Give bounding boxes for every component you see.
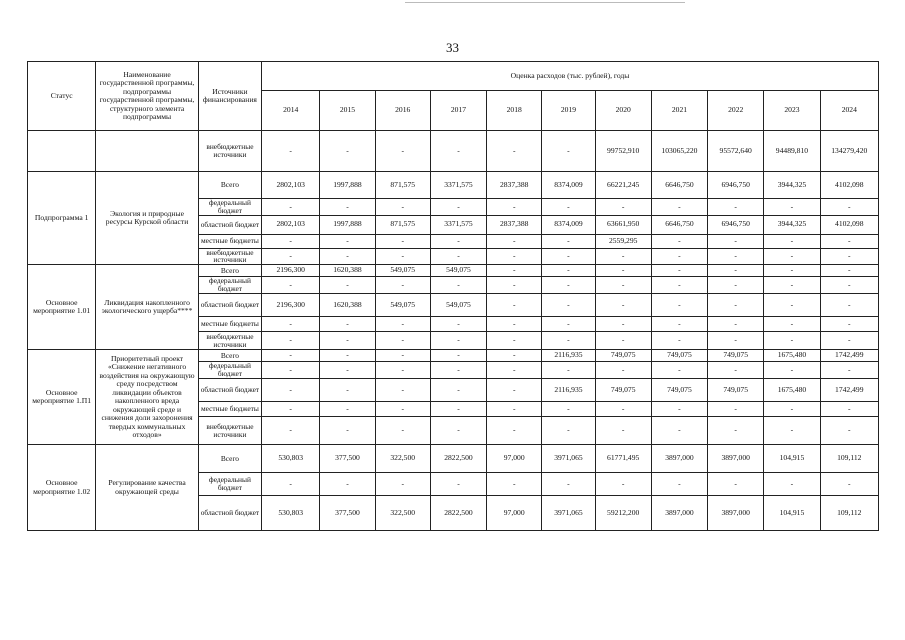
value-cell: 3897,000 — [708, 496, 764, 531]
value-cell: 6646,750 — [651, 172, 707, 199]
value-cell: 3897,000 — [651, 445, 707, 473]
value-cell: - — [487, 265, 542, 277]
value-cell: - — [262, 248, 320, 265]
value-cell: 2837,388 — [487, 172, 542, 199]
funding-source-cell: Всего — [198, 172, 261, 199]
value-cell: - — [320, 332, 375, 350]
value-cell: - — [320, 402, 375, 417]
header-year: 2023 — [764, 91, 820, 131]
value-cell: 3944,325 — [764, 215, 820, 234]
header-year: 2021 — [651, 91, 707, 131]
value-cell: - — [708, 362, 764, 379]
value-cell: - — [320, 234, 375, 248]
value-cell: - — [487, 379, 542, 402]
value-cell: - — [320, 417, 375, 445]
funding-source-cell: Всего — [198, 265, 261, 277]
value-cell: 8374,009 — [542, 172, 595, 199]
value-cell: - — [375, 332, 430, 350]
value-cell: - — [375, 131, 430, 172]
program-name-cell: Регулирование качества окружающей среды — [96, 445, 198, 531]
value-cell: - — [487, 277, 542, 294]
value-cell: - — [651, 199, 707, 216]
value-cell: 1620,388 — [320, 265, 375, 277]
value-cell: 377,500 — [320, 496, 375, 531]
value-cell: 749,075 — [595, 379, 651, 402]
value-cell: - — [542, 473, 595, 496]
funding-source-cell: областной бюджет — [198, 294, 261, 317]
funding-source-cell: областной бюджет — [198, 215, 261, 234]
value-cell: - — [764, 265, 820, 277]
value-cell: - — [651, 402, 707, 417]
value-cell: - — [708, 294, 764, 317]
funding-source-cell: Всего — [198, 350, 261, 362]
value-cell: - — [430, 332, 486, 350]
value-cell: 63661,950 — [595, 215, 651, 234]
value-cell: 94489,810 — [764, 131, 820, 172]
value-cell: 549,075 — [430, 294, 486, 317]
value-cell: 530,803 — [262, 496, 320, 531]
funding-source-cell: внебюджетные источники — [198, 131, 261, 172]
funding-source-cell: областной бюджет — [198, 496, 261, 531]
value-cell: 2837,388 — [487, 215, 542, 234]
value-cell: - — [320, 317, 375, 332]
value-cell: - — [542, 265, 595, 277]
value-cell: 749,075 — [595, 350, 651, 362]
value-cell: - — [375, 417, 430, 445]
value-cell: 66221,245 — [595, 172, 651, 199]
value-cell: 1742,499 — [820, 379, 878, 402]
value-cell: - — [375, 473, 430, 496]
value-cell: - — [375, 379, 430, 402]
value-cell: - — [487, 199, 542, 216]
value-cell: - — [764, 199, 820, 216]
value-cell: - — [542, 234, 595, 248]
value-cell: - — [595, 402, 651, 417]
header-year: 2019 — [542, 91, 595, 131]
status-cell — [28, 131, 96, 172]
value-cell: 871,575 — [375, 172, 430, 199]
table-row — [28, 131, 879, 172]
value-cell: - — [320, 277, 375, 294]
value-cell: - — [542, 317, 595, 332]
value-cell: - — [651, 265, 707, 277]
value-cell: 549,075 — [375, 265, 430, 277]
value-cell: 2802,103 — [262, 172, 320, 199]
header-year: 2014 — [262, 91, 320, 131]
value-cell: 109,112 — [820, 445, 878, 473]
header-name: Наименование государственной программы, подпрограммы государственной программы, структурного элемента подпрограммы — [96, 62, 198, 131]
value-cell: - — [651, 277, 707, 294]
value-cell: - — [542, 277, 595, 294]
value-cell: - — [708, 417, 764, 445]
value-cell: - — [487, 402, 542, 417]
value-cell: 6646,750 — [651, 215, 707, 234]
value-cell: - — [820, 265, 878, 277]
value-cell: - — [764, 248, 820, 265]
value-cell: - — [764, 277, 820, 294]
header-year: 2016 — [375, 91, 430, 131]
value-cell: - — [542, 417, 595, 445]
value-cell: - — [375, 248, 430, 265]
table-row — [28, 172, 879, 199]
value-cell: - — [487, 317, 542, 332]
value-cell: - — [820, 277, 878, 294]
value-cell: 2196,300 — [262, 294, 320, 317]
value-cell: - — [595, 199, 651, 216]
value-cell: 530,803 — [262, 445, 320, 473]
value-cell: 104,915 — [764, 445, 820, 473]
table-row — [28, 265, 879, 277]
value-cell: 1742,499 — [820, 350, 878, 362]
value-cell: - — [764, 332, 820, 350]
value-cell: - — [487, 417, 542, 445]
value-cell: 1620,388 — [320, 294, 375, 317]
value-cell: - — [820, 473, 878, 496]
value-cell: - — [262, 277, 320, 294]
value-cell: - — [820, 317, 878, 332]
top-rule — [405, 2, 685, 3]
value-cell: - — [764, 294, 820, 317]
value-cell: 8374,009 — [542, 215, 595, 234]
value-cell: - — [375, 317, 430, 332]
value-cell: - — [820, 234, 878, 248]
value-cell: - — [651, 294, 707, 317]
value-cell: - — [487, 131, 542, 172]
value-cell: - — [708, 248, 764, 265]
value-cell: - — [764, 473, 820, 496]
value-cell: - — [595, 248, 651, 265]
value-cell: 3944,325 — [764, 172, 820, 199]
page-number: 33 — [446, 40, 459, 55]
value-cell: - — [262, 379, 320, 402]
value-cell: 749,075 — [651, 379, 707, 402]
value-cell: 61771,495 — [595, 445, 651, 473]
value-cell: - — [820, 332, 878, 350]
value-cell: - — [820, 402, 878, 417]
value-cell: - — [320, 248, 375, 265]
value-cell: - — [262, 234, 320, 248]
value-cell: - — [262, 131, 320, 172]
value-cell: 2822,500 — [430, 496, 486, 531]
value-cell: - — [820, 417, 878, 445]
value-cell: - — [542, 402, 595, 417]
value-cell: - — [651, 362, 707, 379]
value-cell: - — [262, 362, 320, 379]
program-name-cell: Экология и природные ресурсы Курской области — [96, 172, 198, 265]
value-cell: - — [262, 317, 320, 332]
value-cell: - — [430, 317, 486, 332]
value-cell: 3371,575 — [430, 172, 486, 199]
value-cell: 6946,750 — [708, 215, 764, 234]
value-cell: - — [542, 294, 595, 317]
value-cell: 103065,220 — [651, 131, 707, 172]
funding-source-cell: внебюджетные источники — [198, 248, 261, 265]
funding-source-cell: федеральный бюджет — [198, 277, 261, 294]
value-cell: 322,500 — [375, 445, 430, 473]
value-cell: 97,000 — [487, 496, 542, 531]
value-cell: 1675,480 — [764, 350, 820, 362]
value-cell: - — [320, 131, 375, 172]
value-cell: - — [651, 317, 707, 332]
value-cell: - — [820, 248, 878, 265]
value-cell: - — [430, 248, 486, 265]
value-cell: - — [708, 277, 764, 294]
value-cell: - — [430, 277, 486, 294]
header-year: 2024 — [820, 91, 878, 131]
value-cell: - — [595, 362, 651, 379]
funding-source-cell: областной бюджет — [198, 379, 261, 402]
value-cell: - — [487, 362, 542, 379]
value-cell: 2116,935 — [542, 379, 595, 402]
value-cell: 749,075 — [651, 350, 707, 362]
value-cell: 4102,098 — [820, 172, 878, 199]
value-cell: - — [487, 350, 542, 362]
value-cell: - — [764, 317, 820, 332]
funding-source-cell: местные бюджеты — [198, 317, 261, 332]
value-cell: - — [375, 234, 430, 248]
value-cell: 134279,420 — [820, 131, 878, 172]
value-cell: 2822,500 — [430, 445, 486, 473]
value-cell: - — [764, 402, 820, 417]
value-cell: - — [595, 294, 651, 317]
value-cell: - — [262, 332, 320, 350]
status-cell: Основное мероприятие 1.01 — [28, 265, 96, 350]
status-cell: Основное мероприятие 1.02 — [28, 445, 96, 531]
funding-source-cell: внебюджетные источники — [198, 332, 261, 350]
value-cell: - — [375, 350, 430, 362]
value-cell: - — [375, 277, 430, 294]
value-cell: - — [820, 294, 878, 317]
value-cell: 6946,750 — [708, 172, 764, 199]
value-cell: - — [430, 473, 486, 496]
value-cell: - — [542, 131, 595, 172]
value-cell: - — [430, 379, 486, 402]
value-cell: - — [708, 265, 764, 277]
table-row — [28, 445, 879, 473]
value-cell: - — [542, 248, 595, 265]
value-cell: 3971,065 — [542, 445, 595, 473]
value-cell: 871,575 — [375, 215, 430, 234]
value-cell: - — [595, 317, 651, 332]
value-cell: 97,000 — [487, 445, 542, 473]
table-row — [28, 350, 879, 362]
program-name-cell — [96, 131, 198, 172]
value-cell: 749,075 — [708, 350, 764, 362]
funding-source-cell: внебюджетные источники — [198, 417, 261, 445]
value-cell: - — [764, 234, 820, 248]
value-cell: - — [320, 379, 375, 402]
funding-source-cell: федеральный бюджет — [198, 362, 261, 379]
value-cell: 95572,640 — [708, 131, 764, 172]
value-cell: - — [708, 332, 764, 350]
value-cell: - — [430, 417, 486, 445]
header-year: 2022 — [708, 91, 764, 131]
value-cell: 3897,000 — [651, 496, 707, 531]
value-cell: 2116,935 — [542, 350, 595, 362]
value-cell: - — [262, 199, 320, 216]
value-cell: - — [708, 234, 764, 248]
value-cell: - — [651, 234, 707, 248]
value-cell: - — [430, 131, 486, 172]
funding-source-cell: Всего — [198, 445, 261, 473]
value-cell: - — [708, 317, 764, 332]
header-year: 2017 — [430, 91, 486, 131]
value-cell: - — [820, 362, 878, 379]
value-cell: - — [375, 362, 430, 379]
value-cell: 322,500 — [375, 496, 430, 531]
value-cell: - — [651, 248, 707, 265]
value-cell: 99752,910 — [595, 131, 651, 172]
value-cell: 2802,103 — [262, 215, 320, 234]
value-cell: - — [764, 417, 820, 445]
value-cell: - — [595, 473, 651, 496]
value-cell: 3897,000 — [708, 445, 764, 473]
value-cell: - — [375, 402, 430, 417]
value-cell: - — [542, 332, 595, 350]
funding-source-cell: местные бюджеты — [198, 402, 261, 417]
header-year: 2018 — [487, 91, 542, 131]
value-cell: 59212,200 — [595, 496, 651, 531]
status-cell: Основное мероприятие 1.П1 — [28, 350, 96, 445]
value-cell: 1997,888 — [320, 215, 375, 234]
value-cell: - — [430, 234, 486, 248]
value-cell: 3971,065 — [542, 496, 595, 531]
value-cell: - — [487, 248, 542, 265]
header-status: Статус — [28, 62, 96, 131]
value-cell: - — [430, 199, 486, 216]
value-cell: - — [595, 332, 651, 350]
value-cell: 104,915 — [764, 496, 820, 531]
value-cell: - — [764, 362, 820, 379]
value-cell: - — [320, 362, 375, 379]
value-cell: - — [262, 473, 320, 496]
funding-source-cell: федеральный бюджет — [198, 473, 261, 496]
header-year: 2020 — [595, 91, 651, 131]
value-cell: - — [708, 199, 764, 216]
value-cell: 377,500 — [320, 445, 375, 473]
value-cell: - — [595, 417, 651, 445]
value-cell: - — [262, 402, 320, 417]
value-cell: - — [430, 362, 486, 379]
value-cell: 4102,098 — [820, 215, 878, 234]
value-cell: 749,075 — [708, 379, 764, 402]
funding-source-cell: федеральный бюджет — [198, 199, 261, 216]
value-cell: - — [430, 402, 486, 417]
value-cell: - — [708, 473, 764, 496]
value-cell: - — [430, 350, 486, 362]
value-cell: - — [542, 362, 595, 379]
program-name-cell: Приоритетный проект «Снижение негативного воздействия на окружающую среду посредством ликвидации объектов накопленного вреда окружающей среде и снижения доли захоронения твердых коммунальных отходов» — [96, 350, 198, 445]
value-cell: - — [487, 234, 542, 248]
status-cell: Подпрограмма 1 — [28, 172, 96, 265]
value-cell: 109,112 — [820, 496, 878, 531]
value-cell: - — [262, 350, 320, 362]
value-cell: - — [651, 473, 707, 496]
value-cell: - — [651, 417, 707, 445]
value-cell: 549,075 — [430, 265, 486, 277]
value-cell: - — [708, 402, 764, 417]
value-cell: 3371,575 — [430, 215, 486, 234]
header-source: Источники финансирования — [198, 62, 261, 131]
value-cell: 549,075 — [375, 294, 430, 317]
value-cell: - — [487, 332, 542, 350]
value-cell: - — [542, 199, 595, 216]
value-cell: - — [595, 277, 651, 294]
value-cell: 1997,888 — [320, 172, 375, 199]
value-cell: - — [375, 199, 430, 216]
value-cell: 2559,295 — [595, 234, 651, 248]
header-estimate: Оценка расходов (тыс. рублей), годы — [262, 62, 879, 91]
value-cell: - — [320, 350, 375, 362]
value-cell: 1675,480 — [764, 379, 820, 402]
value-cell: - — [487, 473, 542, 496]
value-cell: - — [651, 332, 707, 350]
value-cell: 2196,300 — [262, 265, 320, 277]
funding-source-cell: местные бюджеты — [198, 234, 261, 248]
value-cell: - — [820, 199, 878, 216]
expense-table — [27, 61, 879, 531]
value-cell: - — [320, 473, 375, 496]
header-year: 2015 — [320, 91, 375, 131]
value-cell: - — [595, 265, 651, 277]
value-cell: - — [262, 417, 320, 445]
value-cell: - — [320, 199, 375, 216]
program-name-cell: Ликвидация накопленного экологического ущерба**** — [96, 265, 198, 350]
value-cell: - — [487, 294, 542, 317]
